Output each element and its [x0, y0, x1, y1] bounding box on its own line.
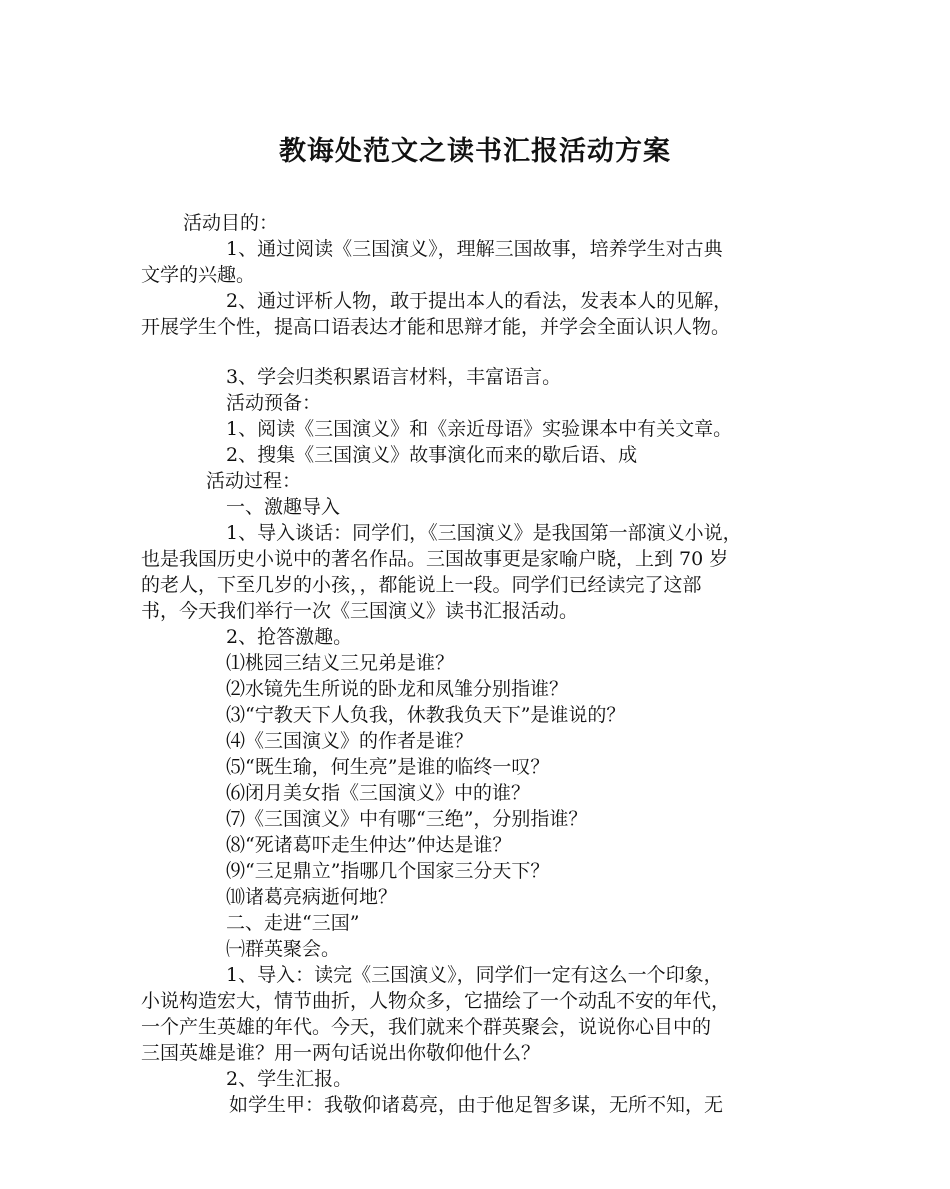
text-line	[0, 546, 950, 572]
document-body	[0, 210, 950, 1118]
text-line	[0, 390, 950, 416]
quiz-question: ⑶“宁教天下人负我，休教我负天下”是谁说的？	[226, 704, 626, 726]
text-line	[0, 884, 950, 910]
paragraph-line: 三国英雄是谁？用一两句话说出你敬仰他什么？	[141, 1042, 541, 1064]
text-line	[0, 1040, 950, 1066]
text-line	[0, 936, 950, 962]
text-line	[0, 1066, 950, 1092]
text-line	[0, 262, 950, 288]
text-line	[0, 520, 950, 546]
text-line	[0, 650, 950, 676]
quiz-question: ⑺《三国演义》中有哪“三绝”，分别指谁？	[226, 808, 588, 830]
paragraph-line: 小说构造宏大，情节曲折，人物众多，它描绘了一个动乱不安的年代，	[141, 990, 731, 1012]
text-line	[0, 728, 950, 754]
text-line	[0, 806, 950, 832]
paragraph-line: 一个产生英雄的年代。今天，我们就来个群英聚会，说说你心目中的	[141, 1016, 712, 1038]
text-line	[0, 288, 950, 314]
section-heading: 一、激趣导入	[226, 496, 341, 518]
paragraph-line: 2、抢答激趣。	[226, 626, 353, 648]
text-line	[0, 624, 950, 650]
text-line	[0, 1014, 950, 1040]
paragraph-line: 2、搜集《三国演义》故事演化而来的歇后语、成	[226, 444, 638, 466]
paragraph-gap	[0, 340, 950, 364]
text-line	[0, 702, 950, 728]
quiz-question: ⑵水镜先生所说的卧龙和凤雏分别指谁？	[226, 678, 569, 700]
text-line	[0, 988, 950, 1014]
heading-activity-goal: 活动目的：	[183, 212, 279, 234]
quiz-question: ⑼“三足鼎立”指哪几个国家三分天下？	[226, 860, 550, 882]
text-line	[0, 210, 950, 236]
text-line	[0, 468, 950, 494]
quiz-question: ⑹闭月美女指《三国演义》中的谁？	[226, 782, 531, 804]
paragraph-line: 3、学会归类积累语言材料，丰富语言。	[226, 366, 562, 388]
text-line	[0, 858, 950, 884]
section-heading: 二、走进“三国”	[226, 912, 360, 934]
paragraph-line: 的老人，下至几岁的小孩，，都能说上一段。同学们已经读完了这部	[141, 574, 702, 596]
text-line	[0, 676, 950, 702]
paragraph-line: 如学生甲：我敬仰诸葛亮，由于他足智多谋，无所不知，无	[229, 1094, 724, 1116]
heading-activity-process: 活动过程：	[206, 470, 302, 492]
paragraph-line: 也是我国历史小说中的著名作品。三国故事更是家喻户晓，上到 70 岁	[141, 548, 729, 570]
quiz-question: ⑻“死诸葛吓走生仲达”仲达是谁？	[226, 834, 512, 856]
text-line	[0, 314, 950, 340]
paragraph-line: 1、阅读《三国演义》和《亲近母语》实验课本中有关文章。	[226, 418, 733, 440]
text-line	[0, 442, 950, 468]
text-line	[0, 832, 950, 858]
text-line	[0, 236, 950, 262]
quiz-question: ⑸“既生瑜，何生亮”是谁的临终一叹？	[226, 756, 550, 778]
paragraph-line: 1、导入：读完《三国演义》，同学们一定有这么一个印象，	[226, 964, 723, 986]
heading-activity-prep: 活动预备：	[226, 392, 322, 414]
text-line	[0, 1092, 950, 1118]
text-line	[0, 364, 950, 390]
paragraph-line: 2、通过评析人物，敢于提出本人的看法，发表本人的见解，	[226, 290, 733, 312]
document-title: 教诲处范文之读书汇报活动方案	[279, 136, 671, 167]
paragraph-line: 开展学生个性，提高口语表达才能和思辩才能，并学会全面认识人物。	[141, 316, 731, 338]
text-line	[0, 910, 950, 936]
text-line	[0, 962, 950, 988]
text-line	[0, 598, 950, 624]
paragraph-line: 文学的兴趣。	[141, 264, 256, 286]
paragraph-line: 1、通过阅读《三国演义》，理解三国故事，培养学生对古典	[226, 238, 723, 260]
text-line	[0, 416, 950, 442]
paragraph-line: 1、导入谈话：同学们，《三国演义》是我国第一部演义小说，	[226, 522, 742, 544]
text-line	[0, 754, 950, 780]
subsection-heading: ㈠群英聚会。	[226, 938, 341, 960]
text-line	[0, 780, 950, 806]
quiz-question: ⑷《三国演义》的作者是谁？	[226, 730, 474, 752]
quiz-question: ⑽诸葛亮病逝何地？	[226, 886, 398, 908]
text-line	[0, 494, 950, 520]
paragraph-line: 2、学生汇报。	[226, 1068, 353, 1090]
text-line	[0, 572, 950, 598]
quiz-question: ⑴桃园三结义三兄弟是谁？	[226, 652, 455, 674]
paragraph-line: 书，今天我们举行一次《三国演义》读书汇报活动。	[141, 600, 579, 622]
